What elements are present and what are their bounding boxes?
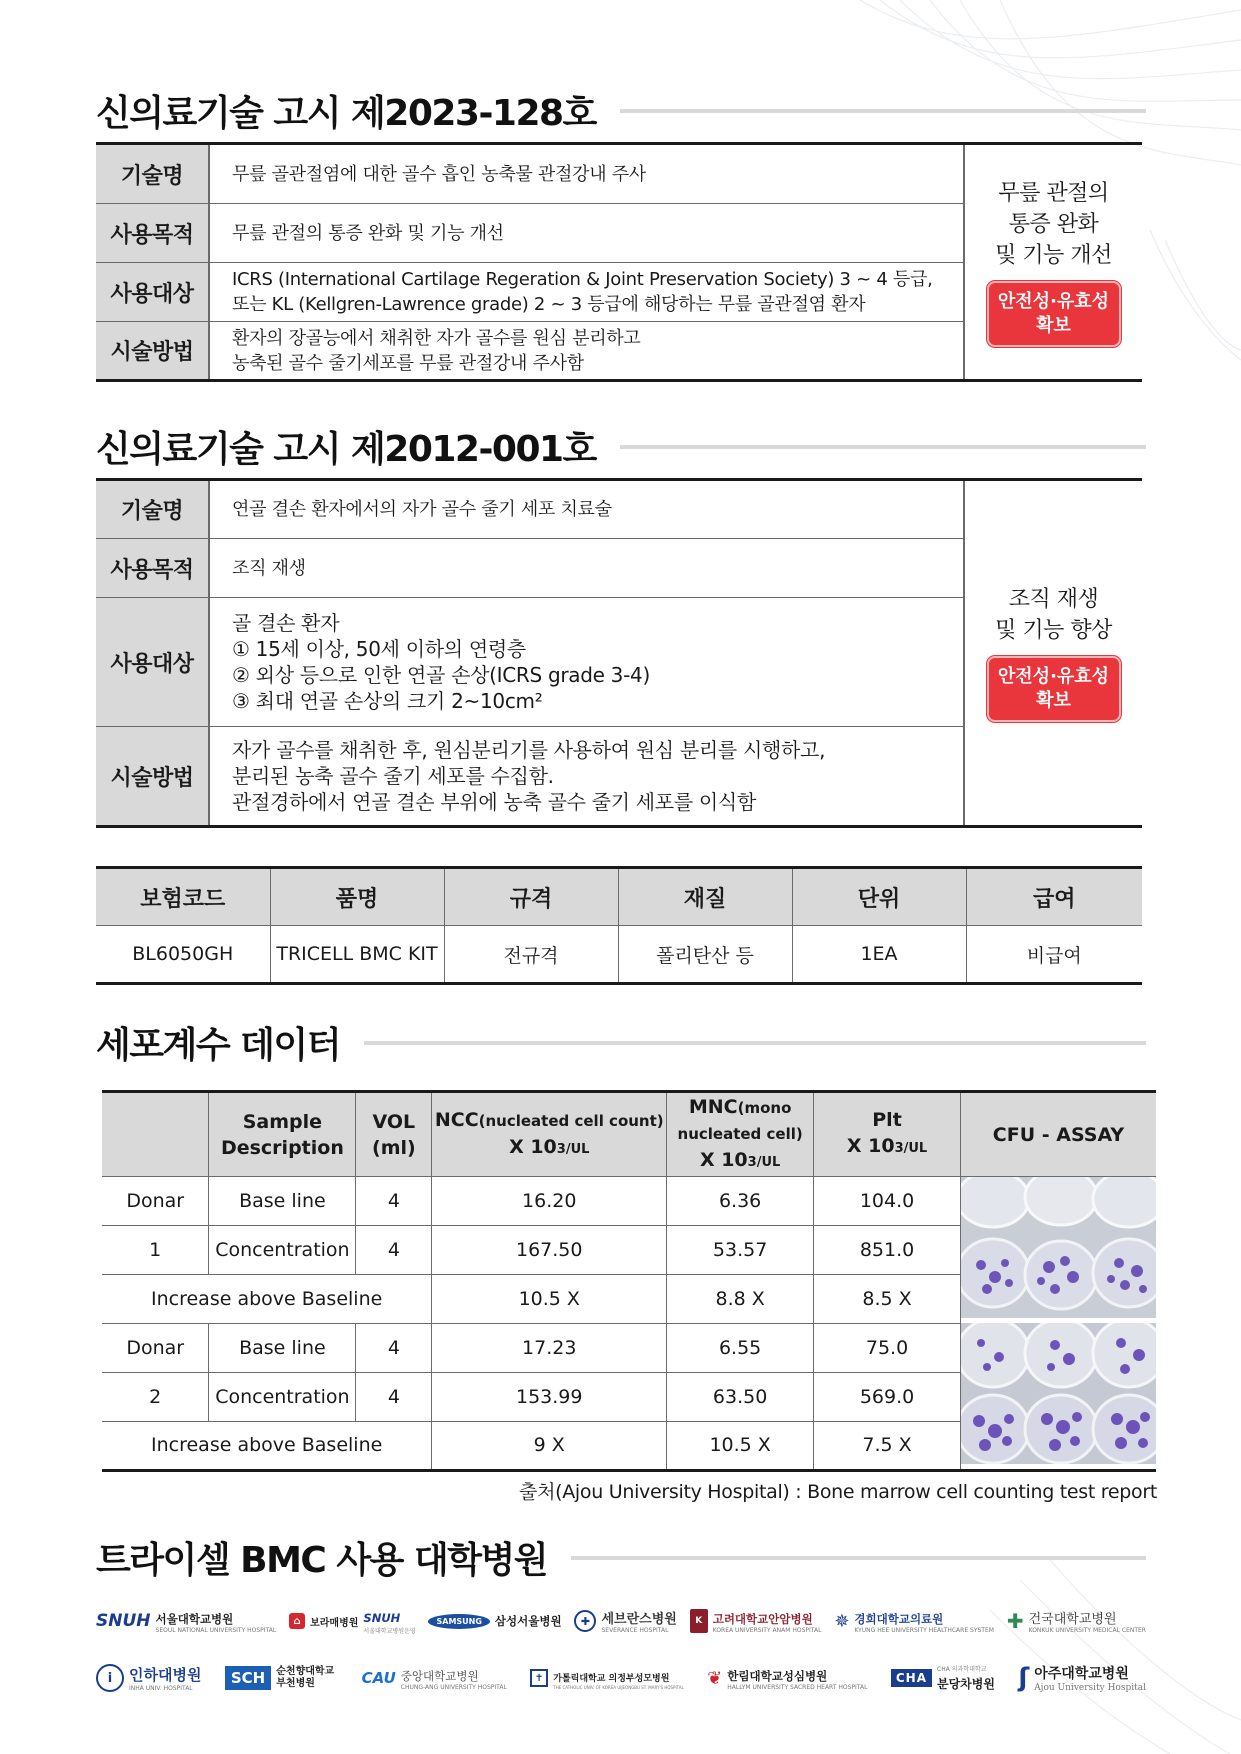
petri-dish-photo <box>961 1177 1156 1318</box>
sample-desc: Concentration <box>209 1225 356 1274</box>
row-label: 기술명 <box>96 144 209 204</box>
hospital-logo <box>891 1664 995 1692</box>
sample-id: 2 <box>102 1372 209 1421</box>
hospital-sub: SEVERANCE HOSPITAL <box>601 1627 669 1634</box>
hospital-name: 고려대학교안암병원 <box>712 1612 813 1626</box>
row-label: 기술명 <box>96 480 209 539</box>
mnc-increase: 8.8 X <box>667 1274 814 1323</box>
badge-line: 안전성·유효성 <box>997 290 1110 312</box>
header-line: (ml) <box>372 1136 416 1159</box>
header-blank <box>102 1092 209 1177</box>
insurance-header: 품명 <box>270 868 444 926</box>
multiplier: X 10 <box>846 1135 895 1157</box>
insurance-cell: BL6050GH <box>96 926 270 984</box>
title-rule <box>571 1556 1146 1560</box>
hospital-mark: SNUH <box>363 1611 401 1625</box>
header-mnc <box>667 1092 814 1177</box>
catholic-logo-icon: ✝ <box>530 1669 548 1687</box>
logo-text <box>1034 1663 1146 1693</box>
ncc-increase: 9 X <box>432 1421 667 1470</box>
logo-text <box>854 1608 994 1634</box>
hospital-logo <box>96 1664 201 1692</box>
side-line: 및 기능 향상 <box>995 618 1112 643</box>
ncc-increase: 10.5 X <box>432 1274 667 1323</box>
value-line: 분리된 농축 골수 줄기 세포를 수집함. <box>232 764 554 788</box>
hospital-sub: 서울대학교병원운영 <box>363 1628 416 1635</box>
hospital-sub: Ajou University Hospital <box>1034 1683 1146 1693</box>
severance-logo-icon: ✚ <box>574 1610 596 1632</box>
ajou-logo-icon: ʃ <box>1018 1663 1030 1693</box>
insurance-cell: TRICELL BMC KIT <box>270 926 444 984</box>
mnc-increase: 10.5 X <box>667 1421 814 1470</box>
hospital-logo <box>690 1608 822 1634</box>
sample-desc: Base line <box>209 1177 356 1226</box>
insurance-header: 단위 <box>792 868 966 926</box>
unit: 3/UL <box>747 1154 781 1170</box>
ncc-value: 153.99 <box>432 1372 667 1421</box>
ncc-value: 16.20 <box>432 1177 667 1226</box>
row-label: 사용목적 <box>96 204 209 263</box>
mnc-sub: nucleated cell) <box>677 1124 803 1143</box>
hospital-name: 순천향대학교 부천병원 <box>276 1666 335 1689</box>
plt-value: 851.0 <box>814 1225 961 1274</box>
sample-vol: 4 <box>356 1225 432 1274</box>
sample-desc: Concentration <box>209 1372 356 1421</box>
increase-label: Increase above Baseline <box>102 1421 432 1470</box>
hospital-name: 세브란스병원 <box>601 1612 677 1627</box>
hospitals-title-block <box>96 1532 1146 1583</box>
hospital-name: 분당차병원 <box>937 1677 995 1691</box>
samsung-logo-icon: SAMSUNG <box>428 1614 489 1629</box>
side-line: 통증 완화 <box>1008 211 1099 237</box>
unit: 3/UL <box>556 1141 590 1157</box>
logo-text <box>713 1608 822 1634</box>
hospital-sub: HALLYM UNIVERSITY SACRED HEART HOSPITAL <box>727 1684 868 1691</box>
plt-increase: 8.5 X <box>814 1274 961 1323</box>
badge-line: 확보 <box>1036 690 1071 711</box>
section1-table <box>96 142 1142 382</box>
hospital-name: 중앙대학교병원 <box>400 1669 479 1683</box>
row-value <box>209 598 964 727</box>
section2-side <box>964 480 1142 827</box>
row-value: 무릎 골관절염에 대한 골수 흡인 농축물 관절강내 주사 <box>209 144 964 204</box>
ncc-sub: (nucleated cell count) <box>478 1111 664 1130</box>
hospital-name: 가톨릭대학교 의정부성모병원 <box>553 1674 670 1684</box>
multiplier: X 10 <box>699 1148 748 1171</box>
logo-text <box>156 1608 277 1634</box>
title-rule <box>620 445 1146 449</box>
hospital-name: 인하대병원 <box>129 1666 202 1684</box>
value-line: ② 외상 등으로 인한 연골 손상(ICRS grade 3-4) <box>232 663 650 687</box>
header-line: Description <box>220 1136 344 1159</box>
row-value <box>209 727 964 827</box>
plt-increase: 7.5 X <box>814 1421 961 1470</box>
hospital-sub: KOREA UNIVERSITY ANAM HOSPITAL <box>712 1627 822 1634</box>
hospital-logo <box>574 1608 676 1634</box>
header-line: Sample <box>242 1110 323 1133</box>
mnc-value: 6.36 <box>667 1177 814 1226</box>
petri-dish-photo <box>961 1323 1156 1464</box>
header-plt <box>814 1092 961 1177</box>
row-label: 사용대상 <box>96 598 209 727</box>
hospital-logo <box>530 1666 684 1690</box>
row-label: 시술방법 <box>96 727 209 827</box>
side-summary <box>965 178 1142 271</box>
value-line: 골 결손 환자 <box>232 611 340 635</box>
sample-id: Donar <box>102 1323 209 1372</box>
cfu-photo-2 <box>960 1323 1156 1471</box>
side-summary <box>965 584 1142 646</box>
hospital-name: 건국대학교병원 <box>1028 1612 1117 1627</box>
hospital-logo <box>362 1665 507 1691</box>
ncc-value: 167.50 <box>432 1225 667 1274</box>
cell-data-title-block <box>96 1017 1146 1068</box>
logo-text <box>727 1665 867 1691</box>
cha-logo-icon: CHA <box>891 1669 932 1687</box>
header-line: VOL <box>372 1110 416 1133</box>
title-rule <box>364 1041 1146 1045</box>
row-value: 무릎 관절의 통증 완화 및 기능 개선 <box>209 204 964 263</box>
hospital-sub: SEOUL NATIONAL UNIVERSITY HOSPITAL <box>155 1627 277 1634</box>
insurance-header: 보험코드 <box>96 868 270 926</box>
value-line: ③ 최대 연골 손상의 크기 2~10cm² <box>232 689 543 713</box>
header-sample <box>209 1092 356 1177</box>
unit: 3/UL <box>894 1141 928 1156</box>
insurance-cell: 비급여 <box>1026 944 1082 967</box>
hospital-sub: KYUNG HEE UNIVERSITY HEALTHCARE SYSTEM <box>854 1627 994 1634</box>
hospital-logo <box>225 1666 338 1690</box>
section1-title: 신의료기술 고시 제2023-128호 <box>96 93 596 134</box>
value-line: ① 15세 이상, 50세 이하의 연령층 <box>232 637 526 661</box>
logo-text <box>601 1608 676 1634</box>
hallym-logo-icon: ❦ <box>707 1667 723 1689</box>
insurance-cell: 폴리탄산 등 <box>618 926 792 984</box>
value-line: 환자의 장골능에서 채취한 자가 골수를 원심 분리하고 <box>232 327 641 349</box>
hospital-name: 삼성서울병원 <box>494 1614 562 1628</box>
hospital-logos-row1 <box>96 1604 1146 1638</box>
hospital-sub: INHA UNIV. HOSPITAL <box>129 1685 193 1692</box>
value-line: 관절경하에서 연골 결손 부위에 농축 골수 줄기 세포를 이식함 <box>232 790 756 814</box>
row-label: 사용목적 <box>96 539 209 598</box>
side-line: 조직 재생 <box>1008 587 1099 612</box>
hospital-sub: THE CATHOLIC UNIV. OF KOREA UIJEONGBU ST. MARY'S HOSPITAL <box>553 1685 684 1690</box>
sample-vol: 4 <box>356 1177 432 1226</box>
badge-line: 안전성·유효성 <box>997 666 1110 687</box>
row-value: 연골 결손 환자에서의 자가 골수 줄기 세포 치료술 <box>209 480 964 539</box>
data-source: 출처(Ajou University Hospital) : Bone marrow cell counting test report <box>519 1481 1157 1503</box>
hospital-name: 경희대학교의료원 <box>854 1612 944 1626</box>
inha-logo-icon: i <box>96 1664 124 1692</box>
insurance-cell: 전규격 <box>444 926 618 984</box>
hospital-logo <box>707 1665 867 1691</box>
hospital-logos-row2 <box>96 1658 1146 1698</box>
sample-id: 1 <box>102 1225 209 1274</box>
insurance-cell: 1EA <box>792 926 966 984</box>
ncc-label: NCC <box>434 1108 479 1131</box>
sample-id: Donar <box>102 1177 209 1226</box>
logo-text <box>129 1664 201 1692</box>
cau-logo-icon: CAU <box>361 1669 396 1687</box>
hospital-sub: CHA 의과학대학교 <box>937 1666 987 1673</box>
insurance-header: 규격 <box>444 868 618 926</box>
row-label: 사용대상 <box>96 263 209 322</box>
insurance-table <box>96 866 1142 985</box>
row-value <box>209 322 964 381</box>
snuh-logo-icon: SNUH <box>96 1611 151 1631</box>
boramae-logo-icon: ⌂ <box>289 1613 305 1629</box>
sample-vol: 4 <box>356 1372 432 1421</box>
hospital-sub: KONKUK UNIVERSITY MEDICAL CENTER <box>1028 1627 1146 1634</box>
mnc-value: 6.55 <box>667 1323 814 1372</box>
plt-value: 569.0 <box>814 1372 961 1421</box>
hospital-logo <box>1018 1663 1146 1693</box>
header-vol <box>356 1092 432 1177</box>
badge-line: 확보 <box>1036 314 1071 336</box>
side-line: 무릎 관절의 <box>998 180 1109 206</box>
logo-text <box>937 1664 995 1692</box>
cell-data-title: 세포계수 데이터 <box>96 1025 340 1066</box>
ncc-value: 17.23 <box>432 1323 667 1372</box>
value-line: 자가 골수를 채취한 후, 원심분리기를 사용하여 원심 분리를 시행하고, <box>232 738 826 762</box>
multiplier: X 10 <box>509 1135 557 1158</box>
mnc-value: 63.50 <box>667 1372 814 1421</box>
hospital-logo <box>96 1608 276 1634</box>
section2-table <box>96 478 1142 828</box>
hospital-logo <box>289 1607 415 1635</box>
hospital-sub: CHUNG-ANG UNIVERSITY HOSPITAL <box>400 1684 507 1691</box>
logo-text <box>401 1665 507 1691</box>
value-line: ICRS (International Cartilage Regeration & Joint Preservation Society) 3 ~ 4 등급, <box>232 269 933 290</box>
korea-univ-logo-icon: K <box>690 1609 708 1633</box>
sample-desc: Base line <box>209 1323 356 1372</box>
mnc-label: MNC <box>688 1095 738 1118</box>
plt-value: 104.0 <box>814 1177 961 1226</box>
hospitals-title: 트라이셀 BMC 사용 대학병원 <box>96 1540 548 1581</box>
section1-side <box>964 144 1142 381</box>
sch-logo-icon: SCH <box>225 1666 271 1690</box>
safety-badge <box>987 656 1121 722</box>
row-value <box>209 263 964 322</box>
cell-count-table <box>102 1090 1156 1472</box>
safety-badge <box>987 281 1121 347</box>
logo-text <box>1029 1608 1146 1634</box>
sample-vol: 4 <box>356 1323 432 1372</box>
konkuk-logo-icon: ✚ <box>1006 1609 1024 1633</box>
insurance-header: 재질 <box>618 868 792 926</box>
mnc-value: 53.57 <box>667 1225 814 1274</box>
section2-title: 신의료기술 고시 제2012-001호 <box>96 429 596 470</box>
logo-text <box>553 1666 684 1690</box>
hospital-logo <box>834 1608 994 1634</box>
mnc-sub: (mono <box>737 1098 792 1117</box>
title-rule <box>620 109 1146 113</box>
hospital-name: 보라매병원 <box>310 1617 359 1629</box>
row-value: 조직 재생 <box>209 539 964 598</box>
plt-label: Plt <box>872 1109 902 1131</box>
hospital-name: 아주대학교병원 <box>1034 1666 1129 1682</box>
logo-text <box>363 1607 415 1635</box>
side-line: 및 기능 개선 <box>995 242 1112 268</box>
increase-label: Increase above Baseline <box>102 1274 432 1323</box>
hospital-name: 한림대학교성심병원 <box>727 1669 828 1683</box>
header-cfu: CFU - ASSAY <box>960 1092 1156 1177</box>
value-line: 농축된 골수 줄기세포를 무릎 관절강내 주사함 <box>232 352 584 374</box>
cfu-photo-1 <box>960 1177 1156 1324</box>
hospital-name: 서울대학교병원 <box>155 1612 234 1626</box>
value-line: 또는 KL (Kellgren-Lawrence grade) 2 ~ 3 등급에 해당하는 무릎 골관절염 환자 <box>232 294 866 315</box>
header-ncc <box>432 1092 667 1177</box>
insurance-header: 급여 <box>966 868 1142 926</box>
plt-value: 75.0 <box>814 1323 961 1372</box>
hospital-logo <box>1007 1608 1146 1634</box>
row-label: 시술방법 <box>96 322 209 381</box>
hospital-logo <box>428 1613 561 1629</box>
kyunghee-logo-icon: ✵ <box>834 1610 850 1632</box>
section2-title-block <box>96 421 1146 472</box>
section1-title-block <box>96 85 1146 136</box>
